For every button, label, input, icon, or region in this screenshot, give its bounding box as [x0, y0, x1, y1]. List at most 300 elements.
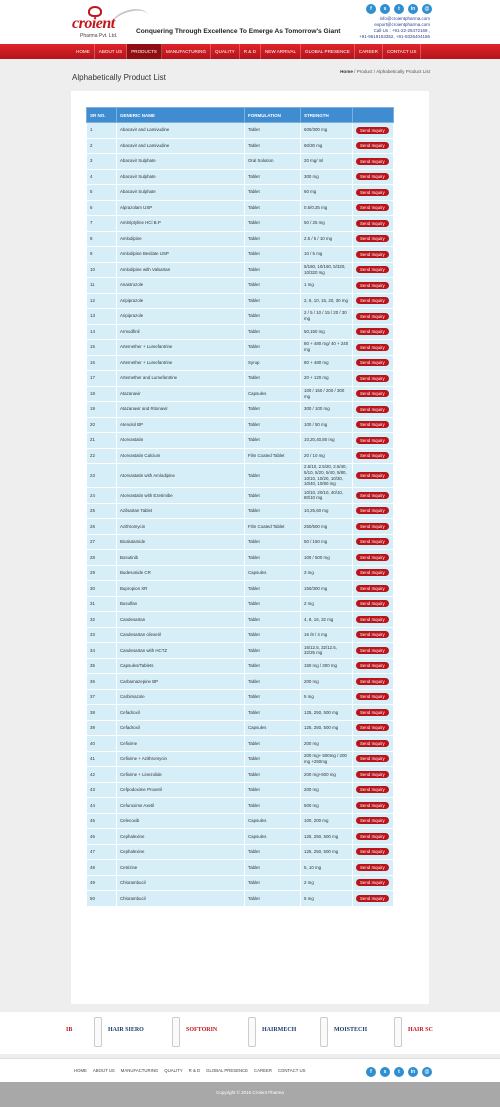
table-row [87, 503, 394, 519]
product-bottle-image [394, 1017, 402, 1047]
cell-sr-no: 4 [87, 169, 117, 185]
footer-links [74, 1068, 305, 1073]
copyright: Copyright © 2015 Croient Pharma [0, 1082, 500, 1107]
cell-formulation: Tablet [245, 138, 301, 154]
cell-formulation: Tablet [245, 612, 301, 628]
footer-social-links [366, 1067, 432, 1077]
header-social-links [366, 4, 432, 14]
facebook-icon[interactable]: f [366, 4, 376, 14]
linkedin-icon[interactable]: in [408, 4, 418, 14]
cell-generic-name: Anastrozole [117, 278, 245, 294]
send-inquiry-button[interactable]: Send Inquiry [356, 709, 389, 716]
table-row [87, 550, 394, 566]
cell-sr-no: 21 [87, 433, 117, 449]
table-row [87, 891, 394, 907]
cell-generic-name: Amlodipine with Valsartan [117, 262, 245, 278]
cell-action [353, 720, 394, 736]
cell-generic-name: Abacavir and Lamivudine [117, 138, 245, 154]
cell-action [353, 433, 394, 449]
cell-generic-name: Atorvastatin with Ezetimibe [117, 488, 245, 504]
send-inquiry-button[interactable]: Send Inquiry [356, 817, 389, 824]
table-row [87, 355, 394, 371]
cell-action [353, 782, 394, 798]
table-row [87, 138, 394, 154]
cell-action [353, 581, 394, 597]
cell-formulation: Film Coated Tablet [245, 519, 301, 535]
cell-action [353, 138, 394, 154]
table-row [87, 417, 394, 433]
header-generic-name: GENERIC NAME [117, 108, 245, 123]
cell-strength: 60/30 mg [301, 138, 353, 154]
cell-strength: 5 mg [301, 689, 353, 705]
cell-strength: 50,150 mg [301, 324, 353, 340]
cell-action [353, 154, 394, 170]
email-icon[interactable]: @ [422, 1067, 432, 1077]
cell-generic-name: Capsules/Tablets [117, 658, 245, 674]
cell-sr-no: 12 [87, 293, 117, 309]
cell-strength: 5/160, 10/160, 5/320, 10/320 mg [301, 262, 353, 278]
cell-sr-no: 17 [87, 371, 117, 387]
header-action [353, 108, 394, 123]
cell-sr-no: 14 [87, 324, 117, 340]
table-row [87, 386, 394, 402]
cell-action [353, 386, 394, 402]
cell-formulation: Tablet [245, 736, 301, 752]
cell-strength: 2 mg [301, 875, 353, 891]
send-inquiry-button[interactable]: Send Inquiry [356, 647, 389, 654]
send-inquiry-button[interactable]: Send Inquiry [356, 879, 389, 886]
cell-action [353, 488, 394, 504]
cell-sr-no: 49 [87, 875, 117, 891]
cell-strength: 60 mg [301, 185, 353, 201]
send-inquiry-button[interactable]: Send Inquiry [356, 833, 389, 840]
linkedin-icon[interactable]: in [408, 1067, 418, 1077]
cell-generic-name: Chlorambucil [117, 875, 245, 891]
brand-logo[interactable]: HAIRMECH [262, 1027, 297, 1033]
nav-item-global-presence[interactable]: GLOBAL PRESENCE [301, 44, 355, 59]
cell-formulation: Tablet [245, 705, 301, 721]
table-row [87, 720, 394, 736]
cell-formulation: Tablet [245, 534, 301, 550]
table-row [87, 612, 394, 628]
contact-email-info[interactable]: info@croientpharma.com [379, 16, 430, 21]
cell-formulation: Tablet [245, 371, 301, 387]
cell-strength: 50 / 25 mg [301, 216, 353, 232]
table-row [87, 231, 394, 247]
cell-strength: 5, 10 mg [301, 860, 353, 876]
cell-generic-name: Azilsartan Tablet [117, 503, 245, 519]
cell-action [353, 464, 394, 488]
cell-strength: 20 mg/ ml [301, 154, 353, 170]
send-inquiry-button[interactable]: Send Inquiry [356, 693, 389, 700]
cell-strength: 200 mg [301, 674, 353, 690]
skype-icon[interactable]: s [380, 1067, 390, 1077]
send-inquiry-button[interactable]: Send Inquiry [356, 492, 389, 499]
send-inquiry-button[interactable]: Send Inquiry [356, 189, 389, 196]
twitter-icon[interactable]: t [394, 1067, 404, 1077]
cell-sr-no: 20 [87, 417, 117, 433]
twitter-icon[interactable]: t [394, 4, 404, 14]
table-row [87, 875, 394, 891]
cell-action [353, 627, 394, 643]
cell-formulation: Tablet [245, 123, 301, 139]
footer-link-career[interactable]: CAREER [254, 1068, 272, 1073]
cell-strength: 125, 250, 500 mg [301, 844, 353, 860]
table-row [87, 309, 394, 325]
nav-item-contact-us[interactable]: CONTACT US [383, 44, 421, 59]
send-inquiry-button[interactable]: Send Inquiry [356, 554, 389, 561]
cell-strength: 4, 8, 16, 32 mg [301, 612, 353, 628]
footer-link-contact-us[interactable]: CONTACT US [277, 1068, 306, 1073]
cell-action [353, 216, 394, 232]
cell-generic-name: Cefuroxime Axetil [117, 798, 245, 814]
logo-text: croient [72, 15, 115, 32]
brand-logo[interactable]: SOFTORIN [186, 1027, 218, 1033]
breadcrumb-path: / Product / Alphabetically Product List [352, 69, 430, 74]
breadcrumb-home[interactable]: Home [340, 69, 353, 74]
nav-item-new-arrival[interactable]: NEW ARRIVAL [261, 44, 301, 59]
send-inquiry-button[interactable]: Send Inquiry [356, 235, 389, 242]
cell-generic-name: Alprazolam USP [117, 200, 245, 216]
send-inquiry-button[interactable]: Send Inquiry [356, 204, 389, 211]
cell-formulation: Tablet [245, 782, 301, 798]
cell-generic-name: Artemether and Lumefantrine [117, 371, 245, 387]
table-row [87, 844, 394, 860]
cell-action [353, 123, 394, 139]
table-row [87, 534, 394, 550]
send-inquiry-button[interactable]: Send Inquiry [356, 786, 389, 793]
cell-formulation: Tablet [245, 658, 301, 674]
cell-action [353, 534, 394, 550]
cell-strength: 10/10, 20/10, 40/10, 80/10 mg [301, 488, 353, 504]
cell-generic-name: Abacavir Sulphate [117, 185, 245, 201]
table-row [87, 464, 394, 488]
email-icon[interactable]: @ [422, 4, 432, 14]
cell-strength: 125, 250, 500 mg [301, 705, 353, 721]
table-header-row [87, 108, 394, 123]
cell-generic-name: Bicalutamide [117, 534, 245, 550]
cell-action [353, 324, 394, 340]
cell-action [353, 417, 394, 433]
cell-sr-no: 27 [87, 534, 117, 550]
cell-strength: 1 mg [301, 278, 353, 294]
cell-formulation: Tablet [245, 767, 301, 783]
cell-formulation: Tablet [245, 247, 301, 263]
cell-generic-name: Abacavir Sulphate [117, 154, 245, 170]
cell-strength: 200 mg+600 mg [301, 767, 353, 783]
cell-formulation: Tablet [245, 324, 301, 340]
cell-formulation: Capsules [245, 565, 301, 581]
cell-sr-no: 13 [87, 309, 117, 325]
table-row [87, 200, 394, 216]
cell-formulation: Capsules [245, 829, 301, 845]
cell-strength: 100 / 50 mg [301, 417, 353, 433]
send-inquiry-button[interactable]: Send Inquiry [356, 390, 389, 397]
cell-strength: 20 / 10 mg [301, 448, 353, 464]
send-inquiry-button[interactable]: Send Inquiry [356, 724, 389, 731]
cell-sr-no: 3 [87, 154, 117, 170]
cell-generic-name: Cephalexine [117, 829, 245, 845]
cell-sr-no: 32 [87, 612, 117, 628]
skype-icon[interactable]: s [380, 4, 390, 14]
nav-item-quality[interactable]: QUALITY [211, 44, 240, 59]
cell-sr-no: 30 [87, 581, 117, 597]
cell-sr-no: 37 [87, 689, 117, 705]
cell-action [353, 185, 394, 201]
cell-action [353, 247, 394, 263]
cell-generic-name: Cetrizine [117, 860, 245, 876]
cell-strength: 2.5/10, 2.5/20, 2.5/40, 5/10, 5/20, 5/40, 5/80, 10/10, 10/20, 10/30, 10/40, 10/80 mg [301, 464, 353, 488]
brand-logo[interactable]: HAIR SC [408, 1027, 433, 1033]
cell-generic-name: Cefpodoxime Proxetil [117, 782, 245, 798]
contact-email-export[interactable]: export@croientpharma.com [374, 22, 430, 27]
table-row [87, 798, 394, 814]
brand-logo[interactable]: HAIR SIERO [108, 1027, 144, 1033]
cell-sr-no: 28 [87, 550, 117, 566]
footer-link-about-us[interactable]: ABOUT US [92, 1068, 115, 1073]
send-inquiry-button[interactable]: Send Inquiry [356, 406, 389, 413]
cell-generic-name: Carbamazepine BP [117, 674, 245, 690]
cell-action [353, 293, 394, 309]
send-inquiry-button[interactable]: Send Inquiry [356, 421, 389, 428]
send-inquiry-button[interactable]: Send Inquiry [356, 523, 389, 530]
send-inquiry-button[interactable]: Send Inquiry [356, 585, 389, 592]
cell-generic-name: Amlodipine Besilate USP [117, 247, 245, 263]
table-row [87, 185, 394, 201]
cell-generic-name: Carbimazole [117, 689, 245, 705]
send-inquiry-button[interactable]: Send Inquiry [356, 375, 389, 382]
cell-sr-no: 50 [87, 891, 117, 907]
send-inquiry-button[interactable]: Send Inquiry [356, 507, 389, 514]
send-inquiry-button[interactable]: Send Inquiry [356, 344, 389, 351]
cell-generic-name: Cefixime [117, 736, 245, 752]
cell-action [353, 705, 394, 721]
nav-item-about-us[interactable]: ABOUT US [95, 44, 127, 59]
cell-sr-no: 40 [87, 736, 117, 752]
send-inquiry-button[interactable]: Send Inquiry [356, 282, 389, 289]
cell-strength: 500 mg [301, 798, 353, 814]
footer-link-quality[interactable]: QUALITY [164, 1068, 183, 1073]
cell-generic-name: Chlorambucil [117, 891, 245, 907]
send-inquiry-button[interactable]: Send Inquiry [356, 631, 389, 638]
cell-sr-no: 34 [87, 643, 117, 659]
cell-action [353, 309, 394, 325]
table-row [87, 627, 394, 643]
brand-logo[interactable]: MOISTECH [334, 1027, 368, 1033]
nav-item-career[interactable]: CAREER [355, 44, 383, 59]
footer-link-r-d[interactable]: R & D [188, 1068, 201, 1073]
send-inquiry-button[interactable]: Send Inquiry [356, 266, 389, 273]
cell-formulation: Tablet [245, 798, 301, 814]
send-inquiry-button[interactable]: Send Inquiry [356, 452, 389, 459]
send-inquiry-button[interactable]: Send Inquiry [356, 538, 389, 545]
table-row [87, 340, 394, 356]
cell-formulation: Tablet [245, 216, 301, 232]
cell-strength: 125, 250, 500 mg [301, 720, 353, 736]
send-inquiry-button[interactable]: Send Inquiry [356, 158, 389, 165]
header [0, 0, 500, 44]
table-row [87, 433, 394, 449]
send-inquiry-button[interactable]: Send Inquiry [356, 569, 389, 576]
contact-info [359, 16, 430, 40]
cell-action [353, 371, 394, 387]
cell-formulation: Tablet [245, 674, 301, 690]
send-inquiry-button[interactable]: Send Inquiry [356, 740, 389, 747]
nav-item-manufacturing[interactable]: MANUFACTURING [162, 44, 211, 59]
table-row [87, 674, 394, 690]
cell-sr-no: 46 [87, 829, 117, 845]
send-inquiry-button[interactable]: Send Inquiry [356, 437, 389, 444]
product-table-body [87, 123, 394, 907]
cell-generic-name: Celecoxib [117, 813, 245, 829]
cell-action [353, 751, 394, 767]
table-row [87, 169, 394, 185]
cell-action [353, 813, 394, 829]
cell-formulation: Tablet [245, 596, 301, 612]
cell-formulation: Tablet [245, 417, 301, 433]
send-inquiry-button[interactable]: Send Inquiry [356, 359, 389, 366]
cell-strength: 10,20,40,80 mg [301, 433, 353, 449]
brand-strip [0, 1012, 500, 1054]
footer-link-global-presence[interactable]: GLOBAL PRESENCE [206, 1068, 249, 1073]
table-row [87, 643, 394, 659]
footer-nav [0, 1058, 500, 1082]
footer-link-home[interactable]: HOME [74, 1068, 87, 1073]
send-inquiry-button[interactable]: Send Inquiry [356, 802, 389, 809]
cell-sr-no: 5 [87, 185, 117, 201]
nav-item-home[interactable]: HOME [72, 44, 95, 59]
send-inquiry-button[interactable]: Send Inquiry [356, 142, 389, 149]
send-inquiry-button[interactable]: Send Inquiry [356, 173, 389, 180]
send-inquiry-button[interactable]: Send Inquiry [356, 220, 389, 227]
cell-strength: 125, 250, 500 mg [301, 829, 353, 845]
table-row [87, 371, 394, 387]
cell-generic-name: Aripiprazole [117, 309, 245, 325]
cell-strength: 200 mg [301, 782, 353, 798]
cell-sr-no: 35 [87, 658, 117, 674]
cell-action [353, 658, 394, 674]
send-inquiry-button[interactable]: Send Inquiry [356, 848, 389, 855]
cell-action [353, 340, 394, 356]
cell-strength: 250/500 mg [301, 519, 353, 535]
product-bottle-image [248, 1017, 256, 1047]
cell-formulation: Tablet [245, 464, 301, 488]
cell-action [353, 875, 394, 891]
send-inquiry-button[interactable]: Send Inquiry [356, 662, 389, 669]
header-formulation: FORMULATION [245, 108, 301, 123]
cell-sr-no: 10 [87, 262, 117, 278]
cell-strength: 10 / 5 mg [301, 247, 353, 263]
table-row [87, 278, 394, 294]
nav-item-r-d[interactable]: R & D [240, 44, 261, 59]
cell-generic-name: Cephalexine [117, 844, 245, 860]
cell-action [353, 565, 394, 581]
table-row [87, 581, 394, 597]
send-inquiry-button[interactable]: Send Inquiry [356, 771, 389, 778]
cell-sr-no: 48 [87, 860, 117, 876]
send-inquiry-button[interactable]: Send Inquiry [356, 127, 389, 134]
cell-action [353, 612, 394, 628]
table-row [87, 123, 394, 139]
main-nav-items [72, 44, 421, 59]
cell-formulation: Tablet [245, 309, 301, 325]
cell-generic-name: Cefixime + Azithromycin [117, 751, 245, 767]
send-inquiry-button[interactable]: Send Inquiry [356, 616, 389, 623]
facebook-icon[interactable]: f [366, 1067, 376, 1077]
cell-strength: 2, 5, 10, 15, 20, 30 mg [301, 293, 353, 309]
cell-generic-name: Atorvastatin with Amlodipine [117, 464, 245, 488]
tagline: Conquering Through Excellence To Emerge As Tomorrow's Giant [136, 28, 341, 35]
cell-strength: 150/300 mg [301, 581, 353, 597]
cell-action [353, 278, 394, 294]
cell-strength: 100 / 500 mg [301, 550, 353, 566]
cell-strength: 50 / 150 mg [301, 534, 353, 550]
cell-formulation: Tablet [245, 891, 301, 907]
send-inquiry-button[interactable]: Send Inquiry [356, 864, 389, 871]
send-inquiry-button[interactable]: Send Inquiry [356, 755, 389, 762]
cell-action [353, 798, 394, 814]
table-row [87, 813, 394, 829]
nav-item-products[interactable]: PRODUCTS [127, 44, 162, 59]
send-inquiry-button[interactable]: Send Inquiry [356, 472, 389, 479]
cell-action [353, 767, 394, 783]
cell-formulation: Tablet [245, 262, 301, 278]
cell-sr-no: 7 [87, 216, 117, 232]
cell-generic-name: Armodfinil [117, 324, 245, 340]
breadcrumb [340, 69, 430, 74]
table-row [87, 565, 394, 581]
footer-link-manufacturing[interactable]: MANUFACTURING [120, 1068, 159, 1073]
brand-logo[interactable]: IB [66, 1027, 73, 1033]
cell-generic-name: Bosutinib [117, 550, 245, 566]
cell-formulation: Tablet [245, 402, 301, 418]
product-bottle-image [94, 1017, 102, 1047]
send-inquiry-button[interactable]: Send Inquiry [356, 313, 389, 320]
cell-action [353, 689, 394, 705]
cell-formulation: Tablet [245, 581, 301, 597]
cell-action [353, 355, 394, 371]
send-inquiry-button[interactable]: Send Inquiry [356, 328, 389, 335]
header-sr-no: SR NO. [87, 108, 117, 123]
cell-formulation: Capsules [245, 386, 301, 402]
cell-generic-name: Candesartan [117, 612, 245, 628]
cell-strength: 150 mg / 300 mg [301, 658, 353, 674]
send-inquiry-button[interactable]: Send Inquiry [356, 678, 389, 685]
table-row [87, 860, 394, 876]
send-inquiry-button[interactable]: Send Inquiry [356, 251, 389, 258]
cell-formulation: Tablet [245, 689, 301, 705]
product-bottle-image [172, 1017, 180, 1047]
cell-action [353, 169, 394, 185]
send-inquiry-button[interactable]: Send Inquiry [356, 600, 389, 607]
cell-action [353, 860, 394, 876]
cell-formulation: Tablet [245, 875, 301, 891]
cell-generic-name: Aripiprazole [117, 293, 245, 309]
cell-action [353, 550, 394, 566]
cell-strength: 10,25,60 mg [301, 503, 353, 519]
cell-generic-name: Artemether + Lumefantrine [117, 355, 245, 371]
send-inquiry-button[interactable]: Send Inquiry [356, 297, 389, 304]
cell-formulation: Tablet [245, 844, 301, 860]
cell-sr-no: 31 [87, 596, 117, 612]
table-row [87, 829, 394, 845]
table-row [87, 216, 394, 232]
table-row [87, 247, 394, 263]
cell-sr-no: 2 [87, 138, 117, 154]
cell-action [353, 231, 394, 247]
cell-sr-no: 36 [87, 674, 117, 690]
send-inquiry-button[interactable]: Send Inquiry [356, 895, 389, 902]
